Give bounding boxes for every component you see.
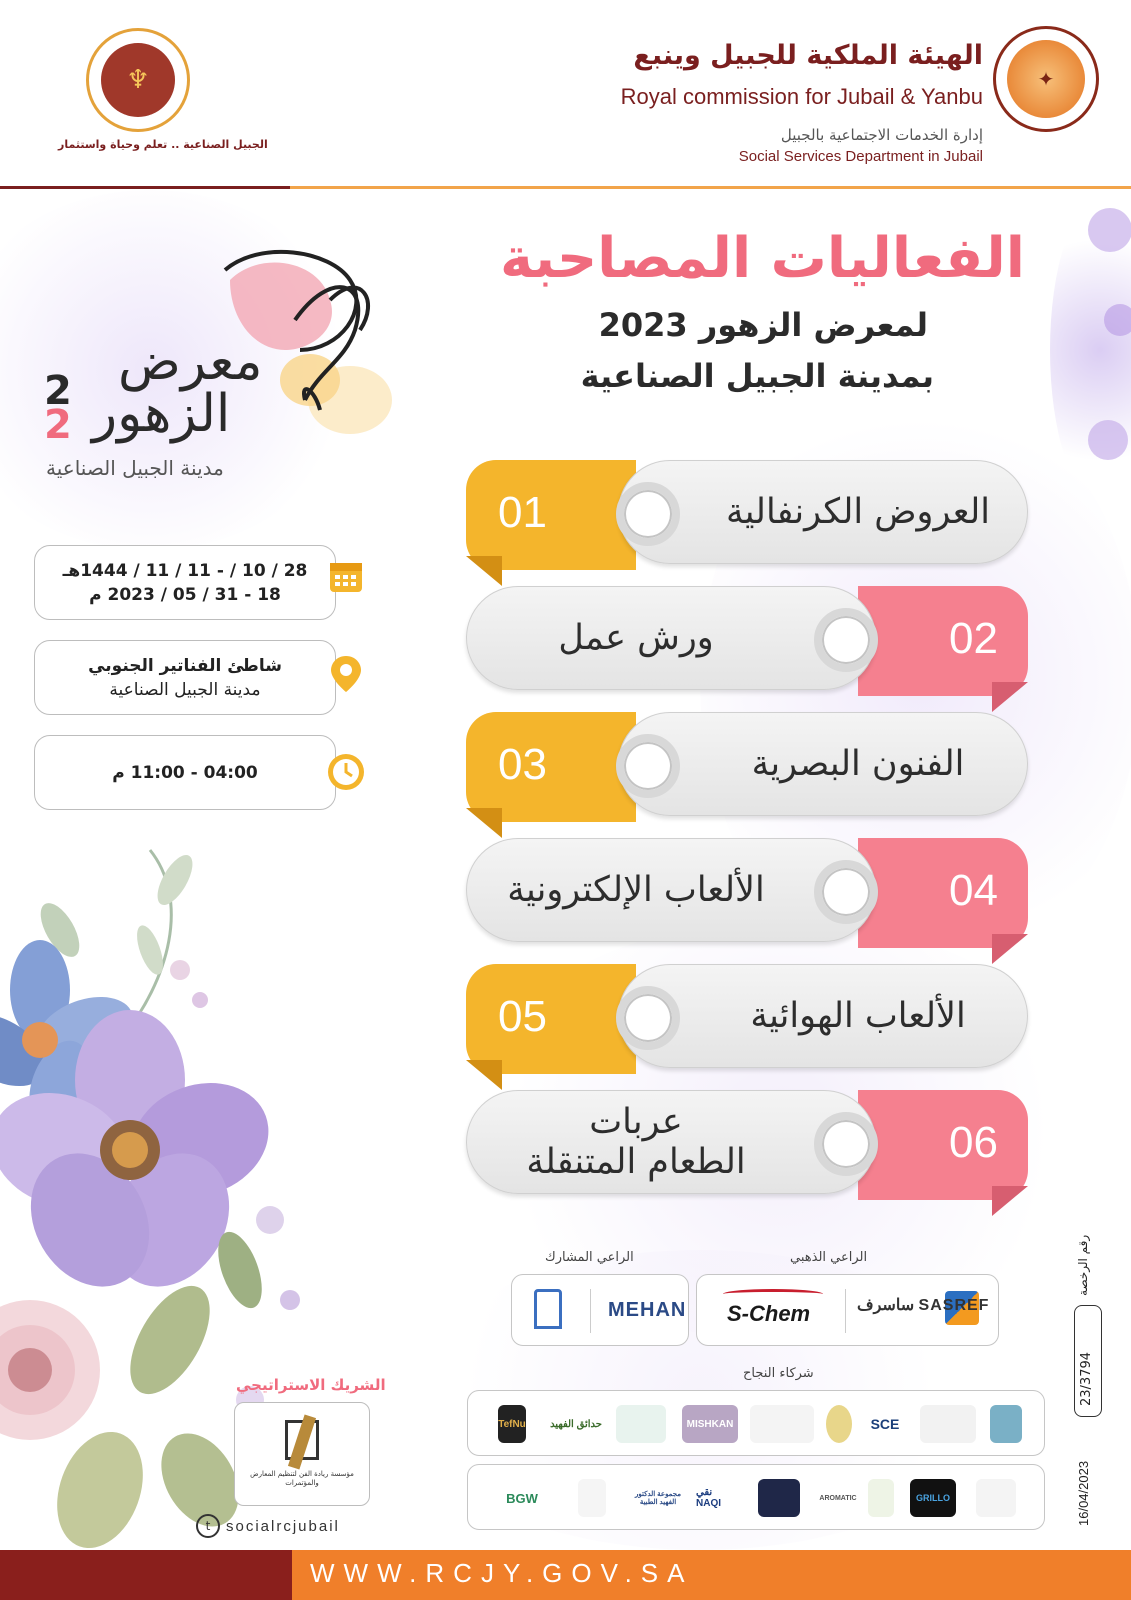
expo-logo-city: مدينة الجبيل الصناعية [46, 456, 224, 480]
tab-fold [992, 682, 1028, 712]
header-divider [0, 186, 1131, 189]
petals-decoration [1070, 200, 1131, 500]
clock-icon [326, 752, 366, 792]
activity-number: 03 [498, 740, 547, 789]
activity-label: ورش عمل [558, 618, 714, 658]
twitter-handle[interactable] [196, 1514, 340, 1538]
activity-label [526, 1102, 745, 1182]
permit-date: 16/04/2023 [1076, 1460, 1091, 1526]
activity-item [466, 712, 1028, 816]
ring-icon [616, 482, 680, 546]
activity-label: العروض الكرنفالية [725, 492, 991, 532]
activity-label-line: الطعام المتنقلة [526, 1142, 746, 1182]
dept-name-en: Social Services Department in Jubail [738, 148, 983, 165]
time-box [34, 735, 336, 810]
location-name: شاطئ الفناتير الجنوبي [88, 655, 282, 676]
activity-number: 02 [949, 614, 998, 663]
divider [845, 1289, 846, 1333]
activity-number: 05 [498, 992, 547, 1041]
activity-tab [858, 1090, 1028, 1200]
activity-label: الألعاب الإلكترونية [507, 870, 765, 910]
rc-name-ar: الهيئة الملكية للجبيل وينبع [633, 40, 983, 71]
tab-fold [466, 1060, 502, 1090]
mehan-logo: MEHAN [608, 1299, 687, 1321]
activity-number: 04 [949, 866, 998, 915]
activity-number: 06 [949, 1118, 998, 1167]
bgw-logo: BGW [494, 1479, 550, 1517]
partner-logo [578, 1479, 606, 1517]
city-tagline: الجبيل الصناعية .. تعلم وحياة واستثمار [58, 138, 268, 151]
permit-number-box [1074, 1305, 1102, 1417]
gold-sponsor-box [696, 1274, 999, 1346]
date-hijri: 28 / 10 / - 11 / 11 / 1444هـ [62, 560, 308, 581]
tab-fold [992, 1186, 1028, 1216]
divider [590, 1289, 591, 1333]
partner-logo [920, 1405, 976, 1443]
gold-sponsor-label: الراعي الذهبي [790, 1250, 868, 1265]
sce-logo: SCE [860, 1405, 910, 1443]
expo-year-digit: 2 [44, 368, 72, 414]
twitter-icon: t [196, 1514, 220, 1538]
location-pin-icon [326, 654, 366, 694]
tab-fold [466, 556, 502, 586]
page-subtitle-city: بمدينة الجبيل الصناعية [580, 357, 934, 395]
schem-swoosh-icon [723, 1289, 823, 1299]
participant-sponsor-label: الراعي المشارك [545, 1250, 634, 1265]
schem-logo: S-Chem [727, 1301, 811, 1326]
ring-icon [814, 608, 878, 672]
expo-logo-word1: معرض [118, 332, 263, 392]
strategic-partner-label: الشريك الاستراتيجي [236, 1376, 386, 1394]
ring-icon [814, 860, 878, 924]
activity-item [466, 964, 1028, 1068]
expo-logo-word2: الزهور [92, 384, 231, 444]
expo-logo-year [44, 368, 72, 448]
participant-sponsor-box [511, 1274, 689, 1346]
permit-number: 23/3794 [1079, 1351, 1094, 1406]
aromatic-logo: AROMATIC [818, 1479, 858, 1517]
activity-tab [466, 712, 636, 822]
jubail-city-logo: ♆ [86, 28, 190, 132]
grillo-logo: GRILLO [910, 1479, 956, 1517]
page-title: الفعاليات المصاحبة [500, 226, 1025, 291]
partner-logo [868, 1479, 894, 1517]
success-partners-row [467, 1390, 1045, 1456]
strategic-partner-caption: مؤسسة ريادة الفن لتنظيم المعارض والمؤتمرات [250, 1470, 354, 1487]
activity-number: 01 [498, 488, 547, 537]
ring-icon [814, 1112, 878, 1176]
partner-logo [616, 1405, 666, 1443]
location-city: مدينة الجبيل الصناعية [109, 679, 261, 700]
activity-item [466, 460, 1028, 564]
ring-icon [616, 734, 680, 798]
event-time: 04:00 - 11:00 م [112, 762, 258, 783]
activity-label-line: عربات [589, 1102, 683, 1142]
activity-tab [466, 964, 636, 1074]
activity-item [466, 1090, 1028, 1194]
website-link[interactable]: WWW.RCJY.GOV.SA [310, 1558, 694, 1588]
alfuhaid-gardens-logo: حدائق الفهيد [546, 1405, 606, 1443]
tab-fold [992, 934, 1028, 964]
permit-label: رقم الرخصة [1076, 1234, 1090, 1296]
social-handle: socialrcjubail [226, 1517, 340, 1535]
naqi-logo: نقي NAQI [696, 1479, 736, 1517]
strategic-partner-box [234, 1402, 370, 1506]
ring-icon [616, 986, 680, 1050]
tefnu-logo: TefNu [498, 1405, 526, 1443]
location-box [34, 640, 336, 715]
royal-commission-logo: ✦ [993, 26, 1099, 132]
partner-logo [990, 1405, 1022, 1443]
alfuhaid-medical-logo: مجموعة الدكتور الفهيد الطبية [628, 1479, 688, 1517]
activity-tab [858, 838, 1028, 948]
header [0, 0, 1131, 190]
success-partners-label: شركاء النجاح [743, 1366, 814, 1381]
page-subtitle: لمعرض الزهور 2023 [598, 306, 928, 344]
rc-name-en: Royal commission for Jubail & Yanbu [620, 84, 983, 109]
footer-accent [0, 1550, 292, 1600]
activity-tab [858, 586, 1028, 696]
strategic-partner-logo [285, 1420, 319, 1460]
partner-logo [976, 1479, 1016, 1517]
activity-item [466, 586, 1028, 690]
date-box [34, 545, 336, 620]
activity-item [466, 838, 1028, 942]
date-gregorian: 18 - 31 / 05 / 2023 م [89, 584, 281, 605]
expo-year-digit-accent: 2 [44, 402, 72, 448]
sponsor-logo-icon [534, 1289, 562, 1329]
sasref-logo: ساسرف SASREF [857, 1297, 990, 1314]
activity-tab [466, 460, 636, 570]
partner-logo [826, 1405, 852, 1443]
calendar-icon [326, 556, 366, 596]
dept-name-ar: إدارة الخدمات الاجتماعية بالجبيل [780, 126, 983, 144]
partner-logo [750, 1405, 814, 1443]
activity-label: الفنون البصرية [751, 744, 965, 784]
partner-logo [758, 1479, 800, 1517]
success-partners-row [467, 1464, 1045, 1530]
tab-fold [466, 808, 502, 838]
activity-label: الألعاب الهوائية [750, 996, 966, 1036]
mishkan-logo: MISHKAN [682, 1405, 738, 1443]
